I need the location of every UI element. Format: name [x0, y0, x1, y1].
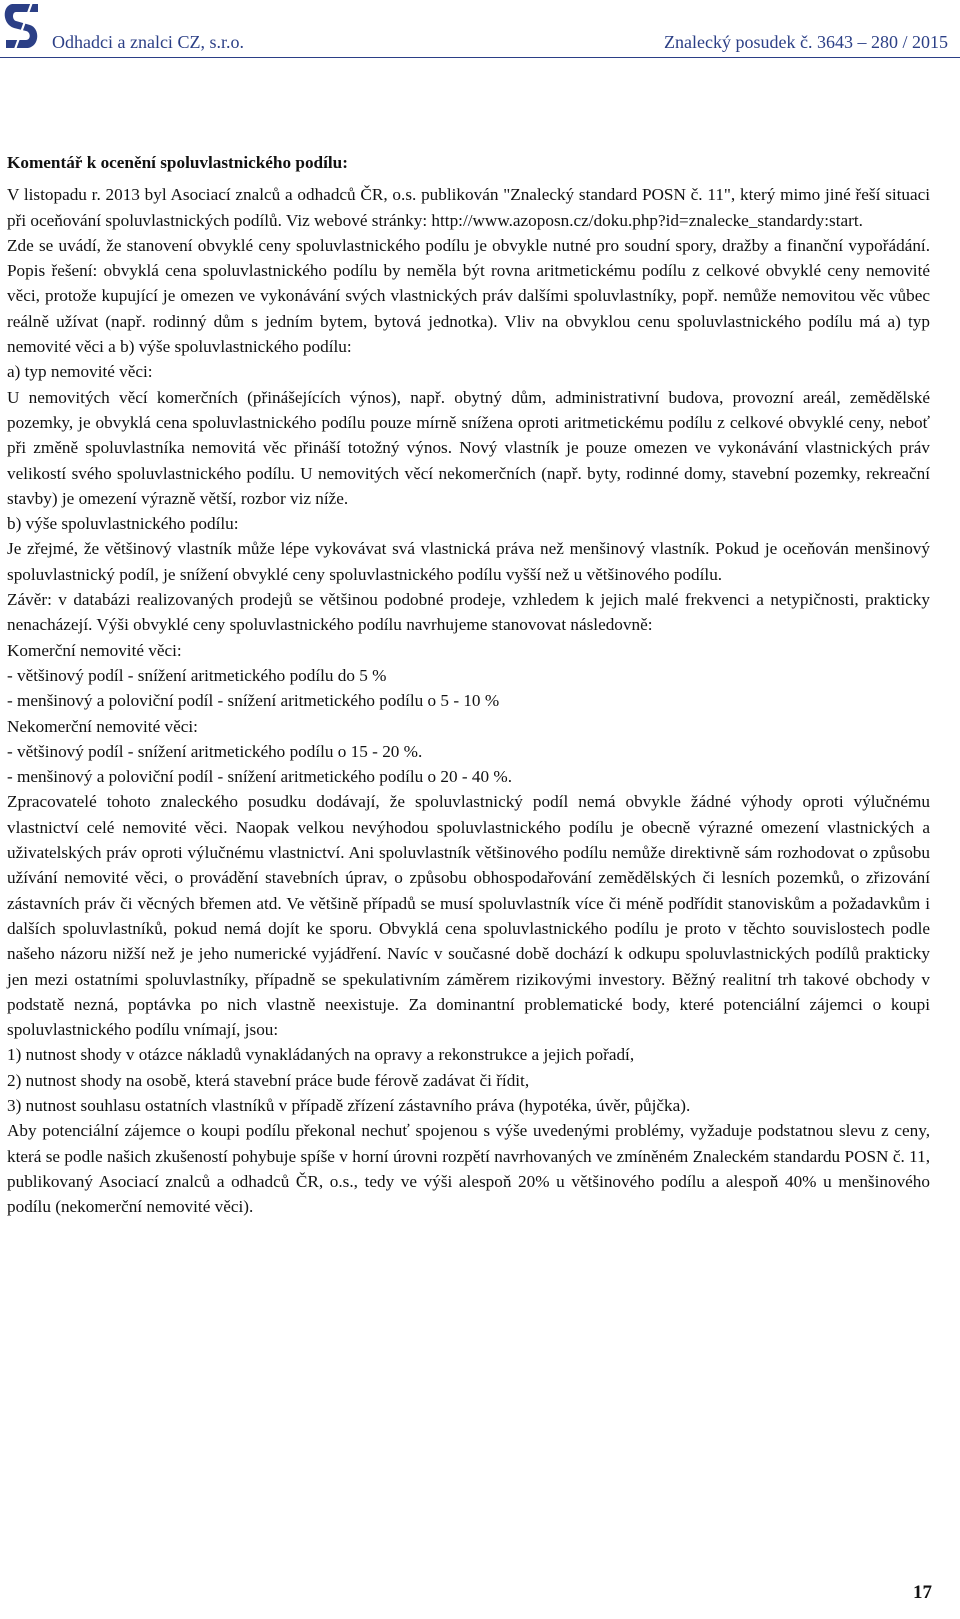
list-item: - menšinový a poloviční podíl - snížení aritmetického podílu o 5 - 10 % — [7, 691, 500, 711]
list-item: 3) nutnost souhlasu ostatních vlastníků v případě zřízení zástavního práva (hypotéka, úvěr, půjčka). — [7, 1095, 691, 1115]
company-logo-icon — [2, 2, 42, 52]
paragraph-intro: V listopadu r. 2013 byl Asociací znalců a odhadců ČR, o.s. publikován "Znalecký standard POSN č. 11", který mimo jiné řeší situaci při oceňování spoluvlastnických podílů. Viz webové stránky: http://www.azoposn.cz/doku.php?id=znalecke_standardy:start. — [7, 185, 930, 230]
page-header — [0, 0, 960, 58]
page-number: 17 — [913, 1582, 932, 1603]
header-divider — [0, 57, 960, 58]
subheading-share-size: b) výše spoluvlastnického podílu: — [7, 514, 239, 534]
company-name: Odhadci a znalci CZ, s.r.o. — [52, 32, 244, 52]
list-heading-commercial: Komerční nemovité věci: — [7, 640, 182, 660]
paragraph-conclusion: Závěr: v databázi realizovaných prodejů se většinou podobné prodeje, vzhledem k jejich malé frekvenci a netypičnosti, prakticky nenacházejí. Výši obvyklé ceny spoluvlastnického podílu navrhujeme stanovovat následovně: — [7, 590, 930, 635]
paragraph-final: Aby potenciální zájemce o koupi podílu překonal nechuť spojenou s výše uvedenými problémy, vyžaduje podstatnou slevu z ceny, která se podle našich zkušeností pohybuje spíše v horní úrovni rozpětí navrhovaných ve zmíněném Znaleckém standardu POSN č. 11, publikovaný Asociací znalců a odhadců ČR, o.s., tedy ve výši alespoň 20% u většinového podílu a alespoň 40% u menšinového podílu (nekomerční nemovité věci). — [7, 1121, 930, 1217]
paragraph-authors-note: Zpracovatelé tohoto znaleckého posudku dodávají, že spoluvlastnický podíl nemá obvykle žádné výhody oproti výlučnému vlastnictví celé nemovité věci. Naopak velkou nevýhodou spoluvlastnického podílu je obecně výrazné omezení vlastnických a uživatelských práv oproti výlučnému vlastnictví. Ani spoluvlastník většinového podílu nemůže direktivně sám rozhodovat o způsobu užívání nemovité věci, o provádění stavebních úprav, o způsobu obhospodařování zemědělských či lesních pozemků, o zřizování zástavních práv či věcných břemen atd. Ve většině případů se musí spoluvlastník více či méně podřídit stanoviskům a požadavkům i dalších spoluvlastníků, pokud nemá dojít ke sporu. Obvyklá cena spoluvlastnického podílu je proto v těchto souvislostech podle našeho názoru nižší než je jeho numerické vyjádření. Navíc v současné době dochází k odkupu spoluvlastnických podílů prakticky jen mezi ostatními spoluvlastníky, případně se spekulativním záměrem rizikovými investory. Běžný realitní trh takové obchody v podstatě nezná, poptávka po nich vlastně neexistuje. Za dominantní problematické body, které potenciální zájemci o koupi spoluvlastnického podílu vnímají, jsou: — [7, 792, 930, 1040]
paragraph-majority: Je zřejmé, že většinový vlastník může lépe vykovávat svá vlastnická práva než menšinový vlastník. Pokud je oceňován menšinový spoluvlastnický podíl, je snížení obvyklé ceny spoluvlastnického podílu vyšší než u většinového podílu. — [7, 539, 930, 584]
section-title: Komentář k ocenění spoluvlastnického podílu: — [7, 153, 348, 172]
list-item: - menšinový a poloviční podíl - snížení aritmetického podílu o 20 - 40 %. — [7, 767, 513, 787]
list-item: 1) nutnost shody v otázce nákladů vynakládaných na opravy a rekonstrukce a jejich pořadí, — [7, 1045, 635, 1065]
paragraph-commercial: U nemovitých věcí komerčních (přinášejících výnos), např. obytný dům, administrativní budova, provozní areál, zemědělské pozemky, je obvyklá cena spoluvlastnického podílu pouze mírně snížena oproti aritmetickému podílu z celkové obvyklé ceny, neboť při změně spoluvlastníka nemovitá věc přináší totožný výnos. Nový vlastník je pouze omezen ve vykonávání vlastnických práv velikostí svého spoluvlastnického podílu. U nemovitých věcí nekomerčních (např. byty, rodinné domy, stavební pozemky, rekreační stavby) je omezení výrazně větší, rozbor viz níže. — [7, 387, 930, 508]
paragraph-description: Zde se uvádí, že stanovení obvyklé ceny spoluvlastnického podílu je obvykle nutné pro soudní spory, dražby a finanční vypořádání. Popis řešení: obvyklá cena spoluvlastnického podílu by neměla být rovna aritmetickému podílu z celkové obvyklé ceny nemovité věci, protože kupující je omezen ve vykonávání svých vlastnických práv dalšími spoluvlastníky, popř. nemůže nemovitou věc vůbec reálně užívat (např. rodinný dům s jedním bytem, bytová jednotka). Vliv na obvyklou cenu spoluvlastnického podílu má a) typ nemovité věci a b) výše spoluvlastnického podílu: — [7, 235, 930, 357]
report-number: Znalecký posudek č. 3643 – 280 / 2015 — [664, 32, 948, 52]
list-item: - většinový podíl - snížení aritmetického podílu do 5 % — [7, 665, 387, 685]
subheading-property-type: a) typ nemovité věci: — [7, 362, 153, 382]
list-heading-noncommercial: Nekomerční nemovité věci: — [7, 716, 198, 736]
list-item: 2) nutnost shody na osobě, která stavební práce bude férově zadávat či řídit, — [7, 1070, 530, 1090]
list-item: - většinový podíl - snížení aritmetického podílu o 15 - 20 %. — [7, 741, 423, 761]
document-body — [7, 150, 930, 1219]
